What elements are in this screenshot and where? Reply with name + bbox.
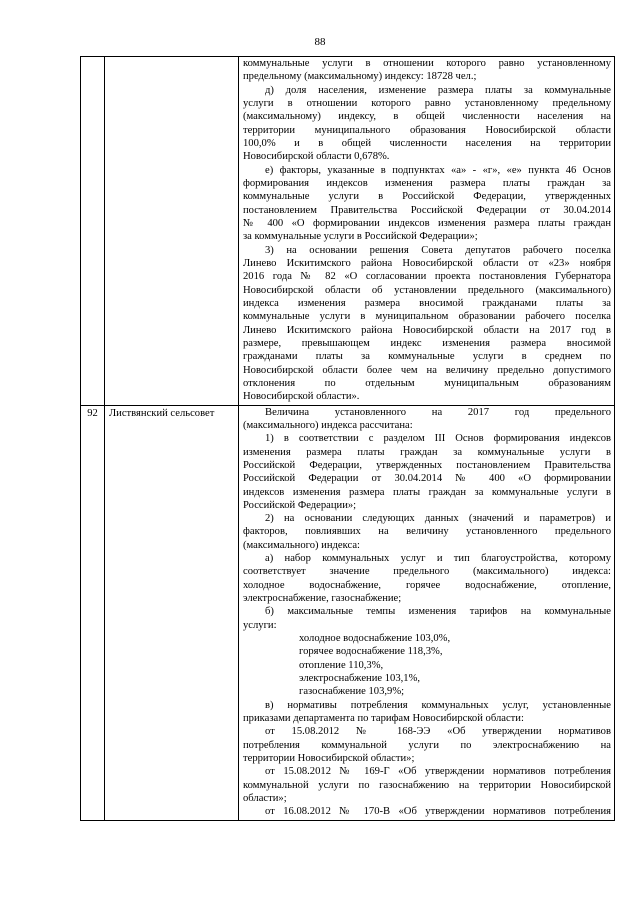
text-line: Линево Искитимского района Новосибирской области на 2017 год в <box>243 324 611 336</box>
text-line: за коммунальные услуги в Российской Федерации»; <box>243 231 478 243</box>
text-line: соответствует значение предельного (максимального) индекса: <box>243 566 611 578</box>
row-number-cell: 92 <box>81 405 105 820</box>
table-row <box>81 405 615 820</box>
text-line: электроснабжение, газоснабжение; <box>243 593 402 605</box>
text-line: Новосибирской области». <box>243 391 360 403</box>
page-number: 88 <box>314 36 326 48</box>
text-line: электроснабжение 103,1%, <box>299 673 421 685</box>
text-line: холодное водоснабжение 103,0%, <box>299 633 451 645</box>
text-line: № 400 «О формировании индексов изменения размера платы граждан <box>243 217 611 229</box>
text-line: формирования индексов изменения размера платы граждан за <box>243 177 611 189</box>
text-line: размере, превышающем индекс изменения размера вносимой <box>243 337 611 349</box>
text-line: коммунальные услуги в Российской Федерации, утвержденных <box>243 191 611 203</box>
text-line: индекса изменения размера вносимой гражданами платы за <box>243 297 611 309</box>
text-line: территории муниципального образования Новосибирской области <box>243 124 611 136</box>
text-line: приказами департамента по тарифам Новосибирской области: <box>243 713 524 725</box>
text-line: от 16.08.2012 № 170-В «Об утверждении нормативов потребления <box>265 806 611 818</box>
text-line: коммунальной услуги по газоснабжению на территории Новосибирской <box>243 779 611 791</box>
text-line: индексов изменения размера платы граждан за коммунальные услуги в <box>243 486 611 498</box>
text-line: Величина установленного на 2017 год предельного <box>265 406 611 418</box>
text-line: гражданами платы за коммунальные услуги в среднем по <box>243 351 611 363</box>
text-line: 2) на основании следующих данных (значений и параметров) и <box>265 513 611 525</box>
text-line: (максимального) индекса: <box>243 539 360 551</box>
calculation-basis-cell <box>239 405 615 820</box>
text-line: 100,0% и в общей численности населения на территории <box>243 137 611 149</box>
text-line: изменения размера платы граждан за коммунальные услуги в <box>243 446 611 458</box>
table-body <box>81 57 615 821</box>
text-line: д) доля населения, изменение размера платы за коммунальные <box>265 84 611 96</box>
municipality-name-cell <box>105 57 239 406</box>
text-line: 1) в соответствии с разделом III Основ формирования индексов <box>265 433 611 445</box>
text-line: услуги: <box>243 619 277 631</box>
text-line: предельному (максимальному) индексу: 18728 чел.; <box>243 71 477 83</box>
text-line: отклонения по отдельным муниципальным образованиям <box>243 377 611 389</box>
text-line: газоснабжение 103,9%; <box>299 686 405 698</box>
tariff-index-table <box>80 56 615 821</box>
text-line: Линево Искитимского района Новосибирской области от «23» ноября <box>243 257 611 269</box>
text-line: Новосибирской области более чем на величину предельно допустимого <box>243 364 611 376</box>
text-line: от 15.08.2012 № 169-Г «Об утверждении нормативов потребления <box>265 766 611 778</box>
row-number-cell <box>81 57 105 406</box>
text-line: горячее водоснабжение 118,3%, <box>299 646 443 658</box>
text-line: отопление 110,3%, <box>299 659 384 671</box>
municipality-name-cell: Листвянский сельсовет <box>105 405 239 820</box>
text-line: Российской Федерации»; <box>243 499 357 511</box>
text-line: факторов, повлиявших на величину установленного предельного <box>243 526 611 538</box>
calculation-basis-cell <box>239 57 615 406</box>
text-line: коммунальные услуги в отношении которого равно установленному <box>243 58 611 69</box>
text-line: Российской Федерации, утвержденных постановлением Правительства <box>243 459 611 471</box>
text-line: области»; <box>243 793 287 805</box>
text-line: потребления коммунальной услуги по электроснабжению на <box>243 739 611 751</box>
text-line: в) нормативы потребления коммунальных услуг, установленные <box>265 699 611 711</box>
text-line: территории Новосибирской области»; <box>243 753 415 765</box>
text-line: (максимальному) индексу, в общей численности населения на <box>243 111 611 123</box>
text-line: а) набор коммунальных услуг и тип благоустройства, которому <box>265 553 611 565</box>
table-row <box>81 57 615 406</box>
text-line: услуги в отношении которого равно установленному предельному <box>243 97 611 109</box>
text-line: Российской Федерации от 30.04.2014 № 400 «О формировании <box>243 473 611 485</box>
text-line: коммунальные услуги в муниципальном образовании рабочего поселка <box>243 311 611 323</box>
text-line: е) факторы, указанные в подпунктах «а» - «г», «е» пункта 46 Основ <box>265 164 611 176</box>
text-line: 2016 года № 82 «О согласовании проекта постановления Губернатора <box>243 271 611 283</box>
text-line: 3) на основании решения Совета депутатов рабочего поселка <box>265 244 611 256</box>
text-line: постановлением Правительства Российской Федерации от 30.04.2014 <box>243 204 611 216</box>
text-line: (максимального) индекса рассчитана: <box>243 419 413 431</box>
text-line: от 15.08.2012 № 168-ЭЭ «Об утверждении нормативов <box>265 726 611 738</box>
text-line: холодное водоснабжение, горячее водоснабжение, отопление, <box>243 579 611 591</box>
text-line: б) максимальные темпы изменения тарифов на коммунальные <box>265 606 611 618</box>
text-line: Новосибирской области об установлении предельного (максимального) <box>243 284 611 296</box>
text-line: Новосибирской области 0,678%. <box>243 151 390 163</box>
